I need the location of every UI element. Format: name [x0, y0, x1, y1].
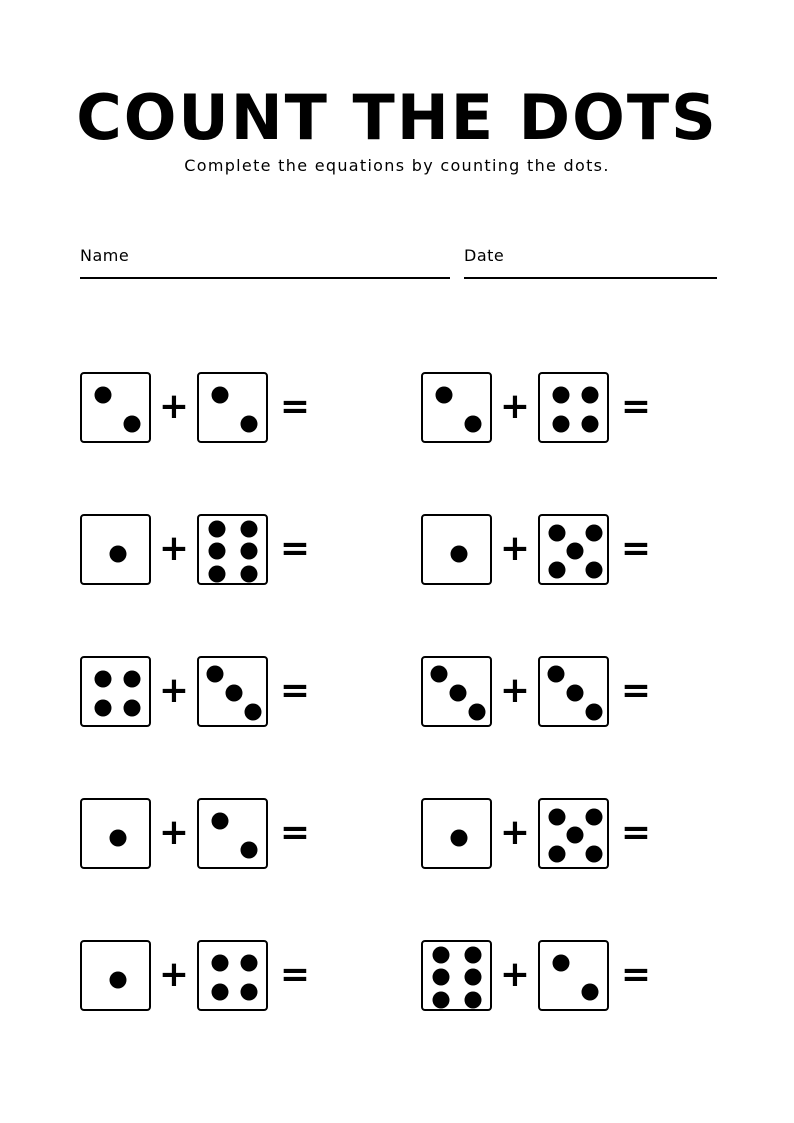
left-die: [80, 372, 151, 443]
die-dot: [95, 671, 112, 688]
die-dot: [110, 972, 127, 989]
die-dot: [209, 543, 226, 560]
right-die: [538, 514, 609, 585]
die-dot: [567, 543, 584, 560]
die-dot: [586, 525, 603, 542]
plus-sign: +: [499, 811, 531, 853]
equals-sign: =: [279, 527, 311, 569]
die-dot: [586, 704, 603, 721]
page-title: COUNT THE DOTS: [76, 81, 718, 154]
die-dot: [433, 992, 450, 1009]
die-dot: [549, 525, 566, 542]
right-die: [197, 514, 268, 585]
date-label: Date: [464, 246, 505, 265]
left-die: [80, 514, 151, 585]
date-field[interactable]: [464, 246, 717, 279]
right-die: [538, 798, 609, 869]
die-dot: [241, 984, 258, 1001]
die-dot: [436, 387, 453, 404]
die-dot: [465, 416, 482, 433]
right-die: [538, 372, 609, 443]
plus-sign: +: [499, 669, 531, 711]
equals-sign: =: [279, 953, 311, 995]
die-dot: [450, 685, 467, 702]
left-die: [421, 372, 492, 443]
die-dot: [241, 955, 258, 972]
left-die: [421, 940, 492, 1011]
die-dot: [226, 685, 243, 702]
die-dot: [586, 562, 603, 579]
die-dot: [586, 809, 603, 826]
plus-sign: +: [158, 385, 190, 427]
die-dot: [212, 984, 229, 1001]
die-dot: [241, 842, 258, 859]
die-dot: [549, 809, 566, 826]
die-dot: [549, 846, 566, 863]
die-dot: [549, 562, 566, 579]
plus-sign: +: [499, 953, 531, 995]
die-dot: [241, 566, 258, 583]
plus-sign: +: [158, 953, 190, 995]
die-dot: [548, 666, 565, 683]
left-die: [421, 514, 492, 585]
die-dot: [110, 546, 127, 563]
die-dot: [469, 704, 486, 721]
equals-sign: =: [620, 527, 652, 569]
die-dot: [553, 416, 570, 433]
plus-sign: +: [158, 527, 190, 569]
die-dot: [582, 416, 599, 433]
die-dot: [582, 984, 599, 1001]
plus-sign: +: [499, 527, 531, 569]
equals-sign: =: [620, 669, 652, 711]
die-dot: [209, 521, 226, 538]
page-subtitle: Complete the equations by counting the dots.: [184, 156, 610, 175]
equals-sign: =: [620, 811, 652, 853]
die-dot: [567, 827, 584, 844]
die-dot: [567, 685, 584, 702]
left-die: [80, 798, 151, 869]
name-field[interactable]: [80, 246, 450, 279]
plus-sign: +: [158, 811, 190, 853]
right-die: [197, 656, 268, 727]
die-dot: [586, 846, 603, 863]
die-dot: [431, 666, 448, 683]
equals-sign: =: [279, 385, 311, 427]
equals-sign: =: [620, 385, 652, 427]
die-dot: [124, 671, 141, 688]
die-dot: [553, 387, 570, 404]
die-dot: [241, 543, 258, 560]
die-dot: [433, 947, 450, 964]
die-dot: [241, 416, 258, 433]
die-dot: [582, 387, 599, 404]
die-dot: [465, 969, 482, 986]
die-dot: [95, 387, 112, 404]
die-dot: [451, 546, 468, 563]
name-label: Name: [80, 246, 130, 265]
die-dot: [241, 521, 258, 538]
equals-sign: =: [279, 669, 311, 711]
die-dot: [212, 387, 229, 404]
left-die: [421, 656, 492, 727]
die-dot: [124, 416, 141, 433]
die-dot: [465, 992, 482, 1009]
die-dot: [553, 955, 570, 972]
die-dot: [124, 700, 141, 717]
die-dot: [212, 813, 229, 830]
die-dot: [95, 700, 112, 717]
equals-sign: =: [279, 811, 311, 853]
left-die: [80, 940, 151, 1011]
right-die: [197, 798, 268, 869]
right-die: [538, 656, 609, 727]
right-die: [197, 372, 268, 443]
plus-sign: +: [499, 385, 531, 427]
equals-sign: =: [620, 953, 652, 995]
left-die: [80, 656, 151, 727]
die-dot: [465, 947, 482, 964]
right-die: [538, 940, 609, 1011]
die-dot: [110, 830, 127, 847]
left-die: [421, 798, 492, 869]
die-dot: [207, 666, 224, 683]
die-dot: [433, 969, 450, 986]
right-die: [197, 940, 268, 1011]
die-dot: [245, 704, 262, 721]
die-dot: [209, 566, 226, 583]
die-dot: [212, 955, 229, 972]
die-dot: [451, 830, 468, 847]
plus-sign: +: [158, 669, 190, 711]
